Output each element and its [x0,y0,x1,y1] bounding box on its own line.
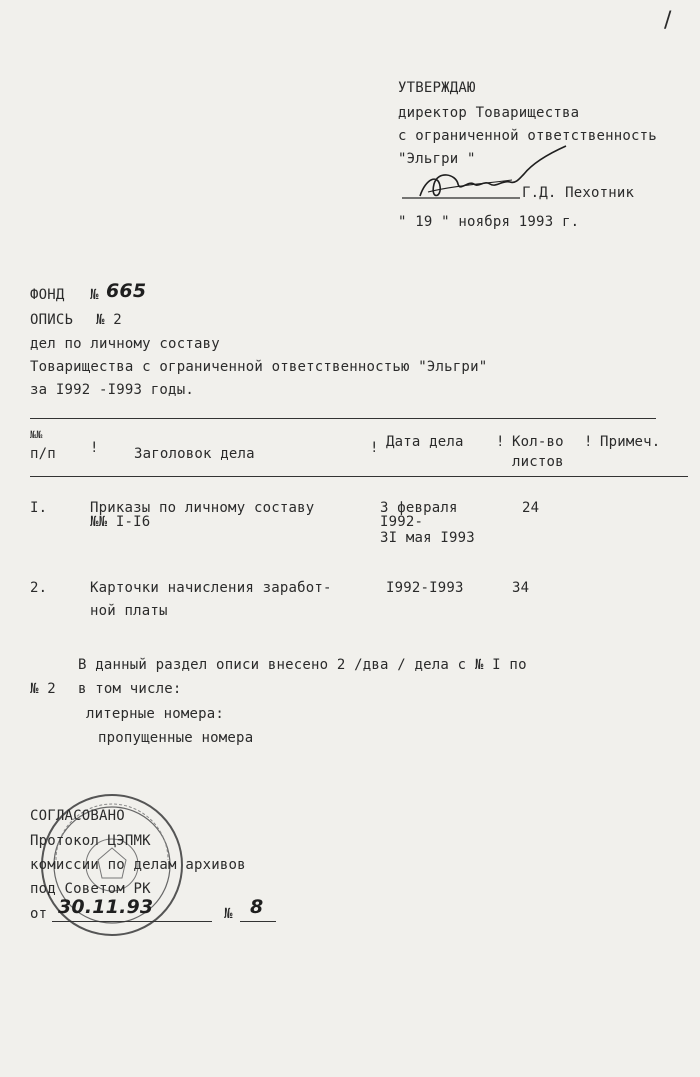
summary-line-2: в том числе: [78,681,182,697]
approval-date: " 19 " ноября 1993 г. [398,214,580,230]
subtitle-line-2: Товарищества с ограниченной ответственностью "Эльгри" [30,359,488,375]
page-number: / [664,8,672,33]
summary-line-4: пропущенные номера [98,730,254,746]
row-sheets: 34 [512,580,530,596]
approval-line-3: "Эльгри " [398,151,476,167]
approval-name: Г.Д. Пехотник [522,185,635,201]
summary-prefix: № 2 [30,681,56,697]
row-title-line-1: Приказы по личному составу [90,500,315,516]
fond-no-label: № [90,287,99,303]
agreement-line-1: Протокол ЦЭПМК [30,833,151,849]
col-separator: ! [370,440,379,456]
row-num: I. [30,500,48,516]
fond-label: ФОНД [30,287,65,303]
col-date: Дата дела [386,434,464,450]
row-date-line-2: I992- [380,514,424,530]
row-sheets: 24 [522,500,540,516]
col-notes: Примеч. [600,434,661,450]
opis-number: № 2 [96,312,122,328]
row-title-line-2: ной платы [90,603,168,619]
subtitle-line-3: за I992 -I993 годы. [30,382,194,398]
row-num: 2. [30,580,48,596]
col-sheets-bottom: листов [512,454,564,470]
summary-line-1: В данный раздел описи внесено 2 /два / дела с № I по [78,657,527,673]
col-separator: ! [90,440,99,456]
approval-heading: УТВЕРЖДАЮ [398,80,476,96]
subtitle-line-1: дел по личному составу [30,336,220,352]
agreement-no-label: № [224,906,233,922]
agreement-from-label: от [30,906,48,922]
opis-label: ОПИСЬ [30,312,74,328]
col-title: Заголовок дела [134,446,255,462]
agreement-date-underline [52,921,212,922]
fond-number: 665 [106,280,147,302]
approval-line-2: с ограниченной ответственность [398,128,657,144]
table-top-rule [30,418,656,419]
row-date-line-1: 3 февраля [380,500,458,516]
row-title-line-2: №№ I-I6 [90,514,151,530]
agreement-number: 8 [250,896,264,918]
table-header-rule [30,476,688,477]
summary-line-3: литерные номера: [86,706,225,722]
row-title-line-1: Карточки начисления заработ- [90,580,332,596]
agreement-number-underline [240,921,276,922]
agreement-line-3: под Советом РК [30,881,151,897]
row-date-line-1: I992-I993 [386,580,464,596]
col-separator: ! [496,434,505,450]
approval-line-1: директор Товарищества [398,105,580,121]
agreement-heading: СОГЛАСОВАНО [30,808,125,824]
col-num-top: №№ [30,430,43,441]
agreement-line-2: комиссии по делам архивов [30,857,246,873]
agreement-date: 30.11.93 [58,896,154,918]
col-num-bottom: п/п [30,446,56,462]
col-separator: ! [584,434,593,450]
row-date-line-3: 3I мая I993 [380,530,475,546]
col-sheets-top: Кол-во [512,434,564,450]
